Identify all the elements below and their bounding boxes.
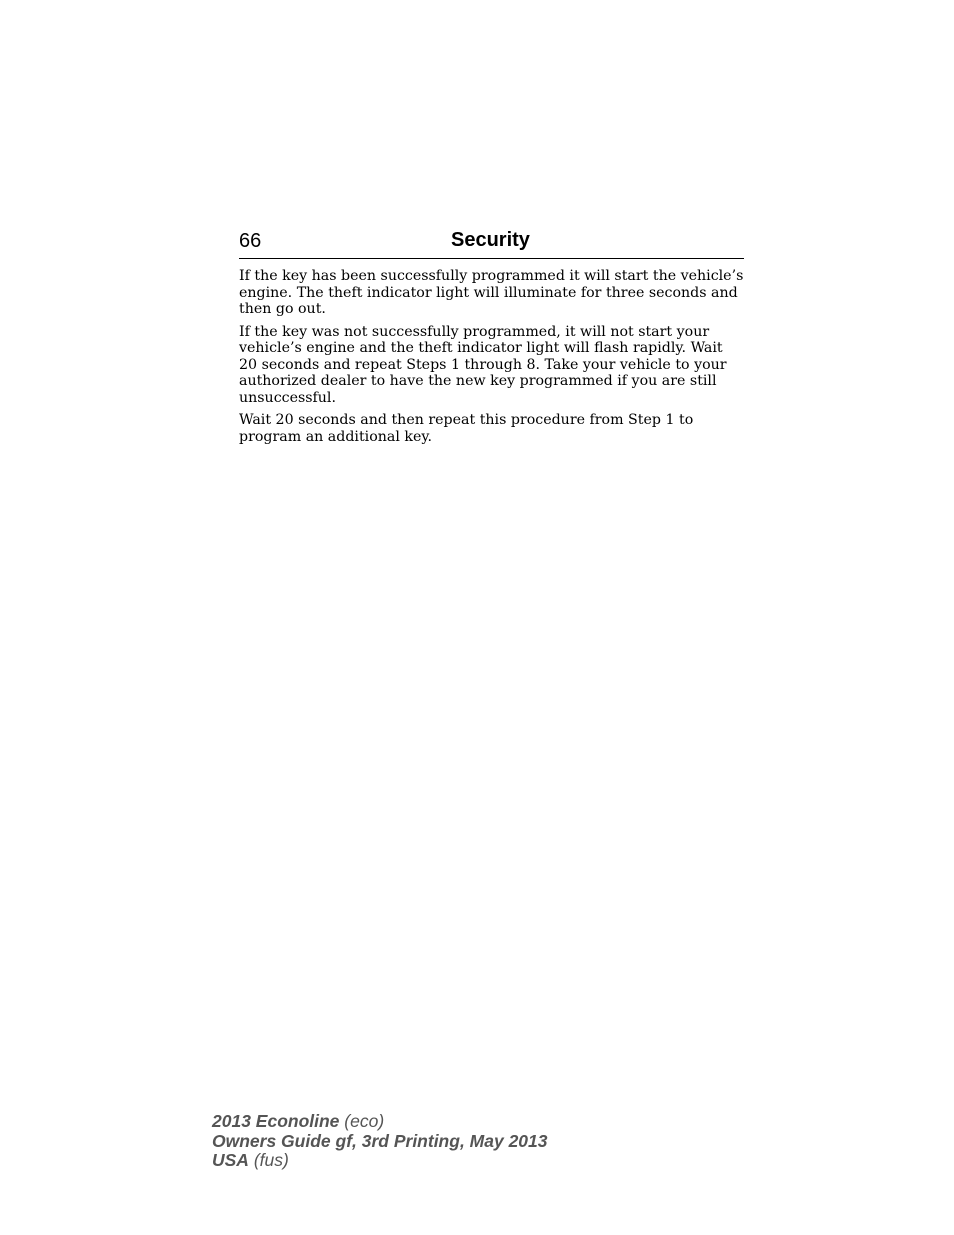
paragraph: Wait 20 seconds and then repeat this procedure from Step 1 to program an additional key. — [239, 412, 694, 445]
page-number: 66 — [239, 230, 262, 252]
footer-guide-info: Owners Guide gf, 3rd Printing, May 2013 — [212, 1130, 548, 1151]
footer-market: USA — [212, 1150, 249, 1170]
footer-line-market — [212, 1151, 548, 1171]
footer-line-model — [212, 1112, 548, 1132]
section-title: Security — [451, 229, 530, 251]
body-text — [239, 268, 744, 451]
paragraph: If the key has been successfully programmed it will start the vehicle’s engine. The theft indicator light will illuminate for three seconds and then go out. — [239, 268, 744, 317]
footer-line-guide — [212, 1132, 548, 1152]
footer-market-code: (fus) — [253, 1150, 289, 1170]
footer-model: 2013 Econoline — [212, 1111, 340, 1131]
page-header — [239, 228, 744, 259]
footer-model-code: (eco) — [344, 1111, 385, 1131]
paragraph: If the key was not successfully programmed, it will not start your vehicle’s engine and the theft indicator light will flash rapidly. Wait 20 seconds and repeat Steps 1 through 8. Take your vehicle to your authorized dealer to have the new key programmed if you are still unsuccessful. — [239, 323, 727, 406]
document-footer — [212, 1112, 548, 1171]
